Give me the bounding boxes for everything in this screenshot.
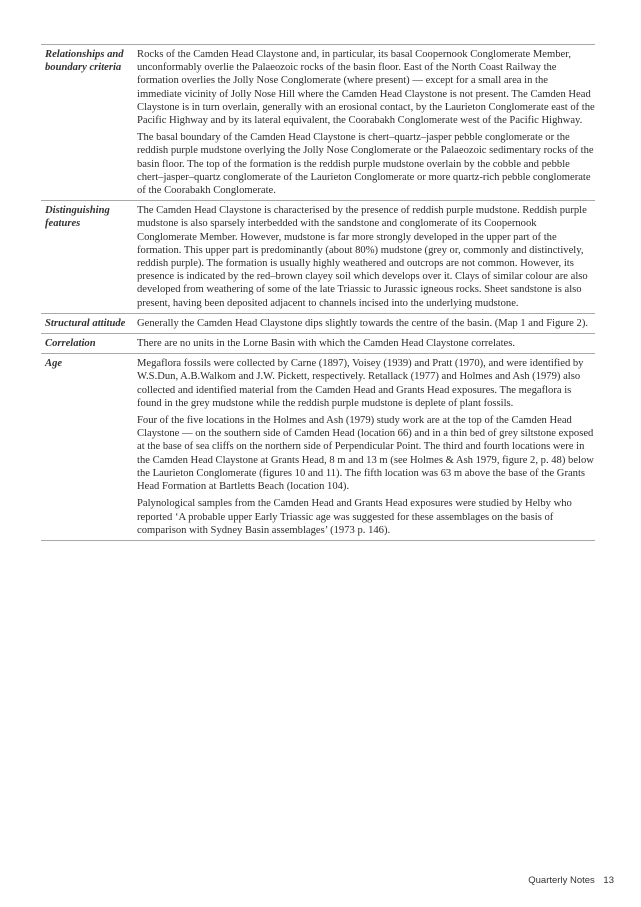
page-footer: [528, 875, 614, 886]
paragraph: Generally the Camden Head Claystone dips slightly towards the centre of the basin. (Map 1 and Figure 2).: [137, 317, 589, 329]
paragraph: Rocks of the Camden Head Claystone and, in particular, its basal Coopernook Conglomerate Member, unconformably overlie the Palaeozoic rocks of the basin floor. East of the North Coast Railway the formation overlies the Jolly Nose Conglomerate (where present) — except for a small area in the immediate vicinity of Jolly Nose Hill where the Camden Head Claystone is not present. The Camden Head Claystone is in turn overlain, generally with an erosional contact, by the Laurieton Conglomerate east of the Pacific Highway and by its lateral equivalent, the Coorabakh Conglomerate west of the Pacific Highway.: [137, 49, 595, 127]
paragraph: The Camden Head Claystone is characterised by the presence of reddish purple mudstone. Reddish purple mudstone is also sparsely interbedded with the sandstone and conglomerate of its Coopernook Conglomerate Member. However, mudstone is far more strongly developed in the upper part of the formation. This upper part is predominantly (about 80%) mudstone (grey or, commonly and distinctively, reddish purple). The formation is usually highly weathered and outcrops are not common. However, its presence is indicated by the red–brown clayey soil which develops over it. Clays of similar colour are also developed from weathering of some of the late Triassic to Jurassic igneous rocks. Sheet sandstone is also present, having been deposited adjacent to channels incised into the underlying mudstone.: [137, 205, 588, 309]
paragraph: The basal boundary of the Camden Head Claystone is chert–quartz–jasper pebble conglomerate or the reddish purple mudstone overlying the Jolly Nose Conglomerate or the Palaeozoic sedimentary rocks of the basin floor. The top of the formation is the reddish purple mudstone overlain by the cobble and pebble chert–jasper–quartz conglomerate of the Laurieton Conglomerate or more quartz-rich pebble conglomerate of the Coorabakh Conglomerate.: [137, 132, 594, 197]
row-label: Correlation: [45, 338, 96, 350]
row-body: [133, 201, 595, 314]
row-body: [133, 334, 595, 354]
row-body: [133, 313, 595, 333]
page-number: 13: [603, 875, 614, 886]
row-label: Distinguishing features: [45, 205, 110, 230]
description-table: [41, 44, 595, 541]
table-row: [41, 201, 595, 314]
paragraph: Palynological samples from the Camden Head and Grants Head exposures were studied by Helby who reported ‘A probable upper Early Triassic age was suggested for these assemblages on the basis of comparison with Sydney Basin assemblages’ (1973 p. 146).: [137, 498, 572, 536]
table-row: [41, 334, 595, 354]
row-label: Relationships and boundary criteria: [45, 49, 124, 74]
table-row: [41, 354, 595, 541]
publication-name: Quarterly Notes: [528, 875, 595, 886]
row-body: [133, 45, 595, 201]
paragraph: Megaflora fossils were collected by Carne (1897), Voisey (1939) and Pratt (1970), and were identified by W.S.Dun, A.B.Walkom and J.W. Pickett, respectively. Retallack (1977) and Holmes and Ash (1979) also collected and identified material from the Camden Head and Grants Head exposures. The megaflora is found in the grey mudstone while the reddish purple mudstone is deplete of plant fossils.: [137, 358, 584, 409]
paragraph: Four of the five locations in the Holmes and Ash (1979) study work are at the top of the Camden Head Claystone — on the southern side of Camden Head (location 66) and in a thin bed of grey siltstone exposed at the base of sea cliffs on the northern side of Perpendicular Point. The third and fourth locations were in the Camden Head Claystone at Grants Head, 8 m and 13 m (see Holmes & Ash 1979, figure 2, p. 48) below the Laurieton Conglomerate (figures 10 and 11). The fifth location was 63 m above the base of the Grants Head Formation at Bartletts Beach (location 104).: [137, 415, 594, 493]
row-body: [133, 354, 595, 541]
row-label: Age: [45, 358, 63, 370]
row-label: Structural attitude: [45, 317, 126, 329]
table-row: [41, 45, 595, 201]
paragraph: There are no units in the Lorne Basin with which the Camden Head Claystone correlates.: [137, 338, 516, 350]
table-row: [41, 313, 595, 333]
